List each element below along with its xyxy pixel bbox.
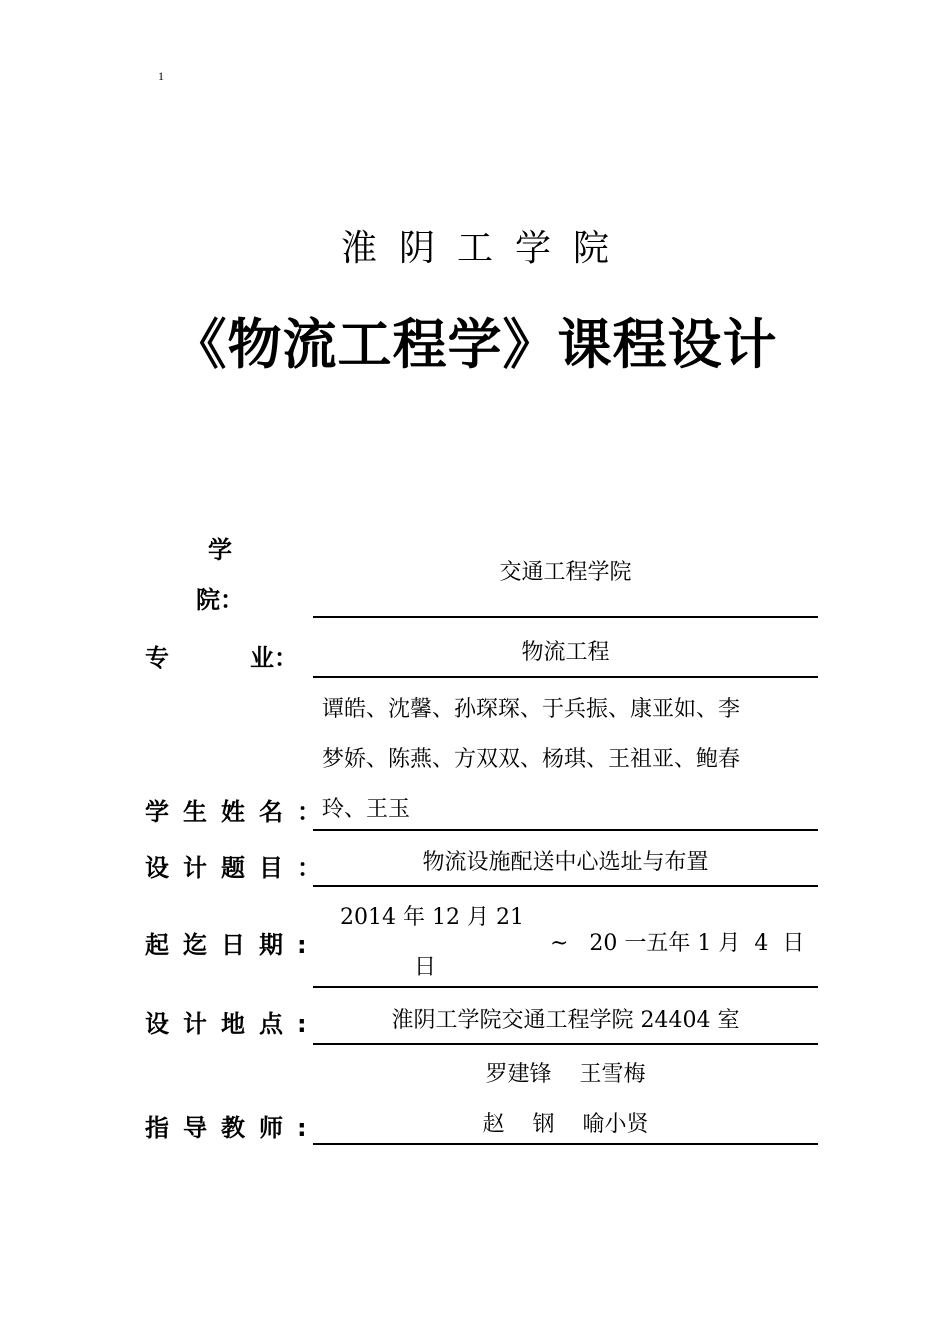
dates-end: ~ 20 一五年 1 月 4 日: [550, 931, 805, 956]
major-value: 物流工程: [521, 640, 610, 665]
dates-start-line1: 2014 年 12 月 21: [340, 905, 524, 930]
students-label: 学生姓名：: [145, 798, 335, 826]
advisors-label: 指导教师:: [145, 1114, 321, 1142]
location-value: 淮阴工学院交通工程学院 24404 室: [391, 1008, 740, 1033]
dates-label: 起迄日期:: [145, 931, 321, 959]
students-line2: 梦娇、陈燕、方双双、杨琪、王祖亚、鲍春: [322, 747, 741, 772]
advisors-line2: 赵 钢 喻小贤: [482, 1112, 649, 1137]
college-value: 交通工程学院: [499, 560, 632, 585]
topic-value: 物流设施配送中心选址与布置: [422, 850, 709, 875]
page-number: 1: [158, 69, 164, 83]
topic-label: 设计题目：: [145, 854, 335, 882]
college-label-line1: 学: [208, 536, 232, 564]
topic-underline: [313, 885, 818, 887]
school-name: 淮阴工学院: [340, 228, 631, 269]
advisors-line1: 罗建锋 王雪梅: [485, 1062, 646, 1087]
advisors-underline: [313, 1143, 818, 1145]
main-title: 《物流工程学》课程设计: [172, 313, 778, 376]
location-label: 设计地点:: [145, 1010, 321, 1038]
students-line3: 玲、王玉: [322, 797, 411, 822]
college-underline: [313, 616, 818, 618]
major-label-part1: 专: [145, 644, 169, 672]
students-line1: 谭皓、沈馨、孙琛琛、于兵振、康亚如、李: [322, 697, 741, 722]
dates-underline: [313, 986, 818, 988]
location-underline: [313, 1043, 818, 1045]
students-underline: [313, 829, 818, 831]
major-underline: [313, 676, 818, 678]
dates-start-line2: 日: [414, 955, 437, 980]
major-label-part2: 业：: [250, 644, 298, 672]
college-label-line2: 院：: [196, 586, 244, 614]
